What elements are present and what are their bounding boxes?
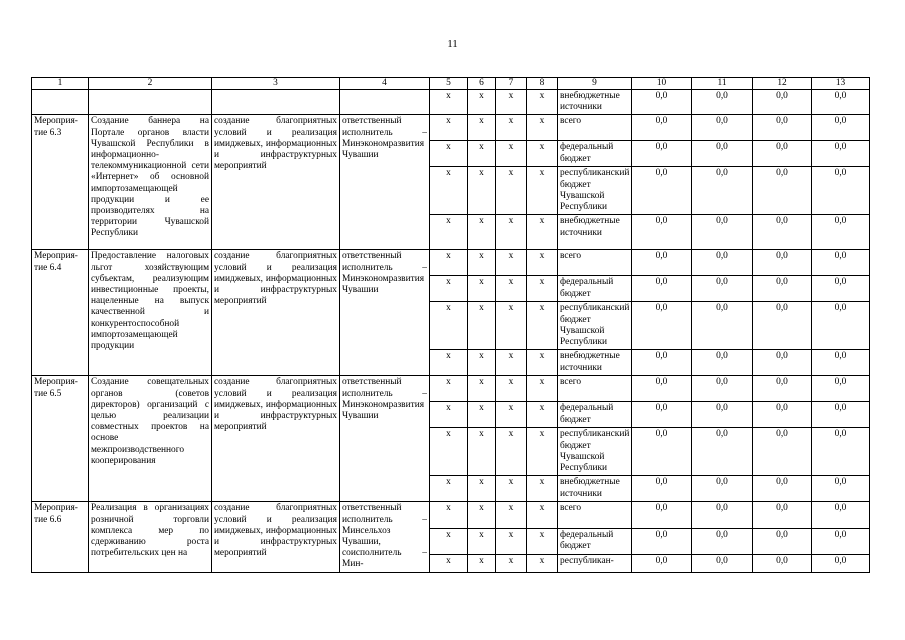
mark-cell: x (430, 428, 468, 476)
value-cell: 0,0 (812, 90, 870, 115)
mark-cell: x (527, 90, 558, 115)
mark-cell: x (468, 555, 496, 572)
funding-source: федеральный бюджет (558, 141, 632, 167)
mark-cell: x (527, 502, 558, 528)
event-title: Реализация в организациях розничной торговли комплекса мер по сдерживанию роста потребительских цен на (89, 502, 212, 572)
column-header: 13 (812, 78, 870, 90)
mark-cell: x (468, 376, 496, 402)
mark-cell: x (468, 90, 496, 115)
mark-cell: x (468, 167, 496, 215)
mark-cell: x (496, 555, 527, 572)
funding-source: внебюджетные источники (558, 215, 632, 250)
value-cell: 0,0 (692, 476, 753, 502)
mark-cell: x (527, 476, 558, 502)
value-cell: 0,0 (812, 555, 870, 572)
mark-cell: x (468, 350, 496, 376)
mark-cell: x (496, 215, 527, 250)
funding-source: федеральный бюджет (558, 528, 632, 554)
column-header: 7 (496, 78, 527, 90)
funding-source: республиканский бюджет Чувашской Республики (558, 428, 632, 476)
mark-cell: x (468, 141, 496, 167)
value-cell: 0,0 (812, 302, 870, 350)
value-cell: 0,0 (692, 276, 753, 302)
mark-cell: x (430, 141, 468, 167)
value-cell: 0,0 (632, 502, 692, 528)
mark-cell: x (527, 428, 558, 476)
value-cell: 0,0 (632, 555, 692, 572)
event-executor: ответственный исполнитель – Минсельхоз Чувашии, соисполнитель – Мин- (340, 502, 430, 572)
mark-cell: x (496, 90, 527, 115)
value-cell: 0,0 (692, 215, 753, 250)
mark-cell: x (496, 528, 527, 554)
value-cell: 0,0 (753, 141, 812, 167)
column-header: 2 (89, 78, 212, 90)
mark-cell: x (468, 402, 496, 428)
value-cell: 0,0 (812, 276, 870, 302)
column-header: 1 (32, 78, 89, 90)
mark-cell: x (496, 115, 527, 141)
mark-cell: x (527, 376, 558, 402)
column-header: 8 (527, 78, 558, 90)
event-code: Мероприя-тие 6.3 (32, 115, 89, 250)
funding-source: республиканский бюджет Чувашской Республики (558, 167, 632, 215)
column-header: 6 (468, 78, 496, 90)
funding-source: федеральный бюджет (558, 402, 632, 428)
event-code: Мероприя-тие 6.6 (32, 502, 89, 572)
value-cell: 0,0 (632, 250, 692, 276)
mark-cell: x (468, 302, 496, 350)
column-header: 11 (692, 78, 753, 90)
value-cell: 0,0 (812, 428, 870, 476)
event-title: Создание баннера на Портале органов власти Чувашской Республики в информационно-телекоммуникационной сети «Интернет» об основной импортозамещающей продукции и ее производителях на территории Чувашской Республики (89, 115, 212, 250)
value-cell: 0,0 (692, 302, 753, 350)
value-cell: 0,0 (692, 90, 753, 115)
mark-cell: x (430, 90, 468, 115)
mark-cell: x (430, 276, 468, 302)
mark-cell: x (430, 215, 468, 250)
value-cell: 0,0 (692, 167, 753, 215)
mark-cell: x (468, 502, 496, 528)
mark-cell: x (527, 167, 558, 215)
mark-cell: x (496, 402, 527, 428)
value-cell: 0,0 (753, 528, 812, 554)
value-cell: 0,0 (812, 528, 870, 554)
value-cell: 0,0 (812, 476, 870, 502)
mark-cell: x (468, 428, 496, 476)
funding-source: всего (558, 502, 632, 528)
event-goal: создание благоприятных условий и реализация имиджевых, информационных и инфраструктурных мероприятий (212, 376, 340, 502)
mark-cell: x (496, 376, 527, 402)
funding-source: всего (558, 250, 632, 276)
mark-cell: x (527, 215, 558, 250)
mark-cell: x (430, 376, 468, 402)
table-row (32, 376, 870, 402)
value-cell: 0,0 (753, 115, 812, 141)
value-cell: 0,0 (632, 141, 692, 167)
column-header: 3 (212, 78, 340, 90)
mark-cell: x (430, 250, 468, 276)
event-title: Создание совещательных органов (советов директоров) организаций с целью реализации совместных проектов на основе межпроизводственного кооперирования (89, 376, 212, 502)
value-cell: 0,0 (753, 250, 812, 276)
value-cell: 0,0 (692, 502, 753, 528)
event-executor: ответственный исполнитель – Минэкономразвития Чувашии (340, 250, 430, 376)
mark-cell: x (430, 302, 468, 350)
mark-cell: x (430, 402, 468, 428)
value-cell: 0,0 (632, 90, 692, 115)
value-cell: 0,0 (692, 350, 753, 376)
value-cell: 0,0 (812, 502, 870, 528)
mark-cell: x (430, 528, 468, 554)
value-cell: 0,0 (753, 402, 812, 428)
mark-cell: x (527, 141, 558, 167)
value-cell: 0,0 (753, 302, 812, 350)
value-cell: 0,0 (632, 276, 692, 302)
mark-cell: x (430, 555, 468, 572)
event-code: Мероприя-тие 6.4 (32, 250, 89, 376)
funding-source: республиканский бюджет Чувашской Республики (558, 302, 632, 350)
value-cell: 0,0 (692, 376, 753, 402)
funding-source: республикан- (558, 555, 632, 572)
value-cell: 0,0 (692, 528, 753, 554)
column-number-row (32, 78, 870, 90)
mark-cell: x (430, 502, 468, 528)
value-cell: 0,0 (812, 215, 870, 250)
value-cell: 0,0 (632, 376, 692, 402)
value-cell: 0,0 (753, 428, 812, 476)
table-row (32, 115, 870, 141)
program-events-table (31, 77, 870, 573)
value-cell: 0,0 (692, 555, 753, 572)
value-cell: 0,0 (812, 141, 870, 167)
value-cell: 0,0 (632, 428, 692, 476)
funding-source: всего (558, 115, 632, 141)
value-cell: 0,0 (812, 167, 870, 215)
value-cell: 0,0 (632, 402, 692, 428)
value-cell: 0,0 (753, 90, 812, 115)
mark-cell: x (468, 476, 496, 502)
column-header: 9 (558, 78, 632, 90)
mark-cell: x (527, 555, 558, 572)
table-row (32, 502, 870, 528)
mark-cell: x (496, 428, 527, 476)
event-executor: ответственный исполнитель – Минэкономразвития Чувашии (340, 115, 430, 250)
value-cell: 0,0 (632, 528, 692, 554)
mark-cell: x (430, 350, 468, 376)
value-cell: 0,0 (812, 376, 870, 402)
mark-cell: x (468, 250, 496, 276)
mark-cell: x (496, 502, 527, 528)
value-cell: 0,0 (692, 428, 753, 476)
column-header: 5 (430, 78, 468, 90)
mark-cell: x (468, 115, 496, 141)
event-goal: создание благоприятных условий и реализация имиджевых, информационных и инфраструктурных мероприятий (212, 250, 340, 376)
value-cell: 0,0 (753, 376, 812, 402)
event-title: Предоставление налоговых льгот хозяйствующим субъектам, реализующим инвестиционные проекты, нацеленные на выпуск качественной и конкурентоспособной импортозамещающей продукции (89, 250, 212, 376)
column-header: 12 (753, 78, 812, 90)
mark-cell: x (430, 167, 468, 215)
mark-cell: x (527, 350, 558, 376)
mark-cell: x (468, 276, 496, 302)
mark-cell: x (496, 167, 527, 215)
mark-cell: x (527, 250, 558, 276)
value-cell: 0,0 (812, 402, 870, 428)
mark-cell: x (527, 302, 558, 350)
mark-cell: x (496, 302, 527, 350)
mark-cell: x (496, 250, 527, 276)
event-code: Мероприя-тие 6.5 (32, 376, 89, 502)
event-goal: создание благоприятных условий и реализация имиджевых, информационных и инфраструктурных мероприятий (212, 115, 340, 250)
value-cell: 0,0 (632, 302, 692, 350)
value-cell: 0,0 (632, 215, 692, 250)
value-cell: 0,0 (692, 115, 753, 141)
page-number: 11 (447, 38, 458, 50)
value-cell: 0,0 (753, 476, 812, 502)
mark-cell: x (468, 215, 496, 250)
value-cell: 0,0 (632, 167, 692, 215)
event-goal: создание благоприятных условий и реализация имиджевых, информационных и инфраструктурных мероприятий (212, 502, 340, 572)
value-cell: 0,0 (692, 402, 753, 428)
funding-source: федеральный бюджет (558, 276, 632, 302)
mark-cell: x (496, 476, 527, 502)
mark-cell: x (527, 115, 558, 141)
mark-cell: x (496, 141, 527, 167)
value-cell: 0,0 (812, 350, 870, 376)
mark-cell: x (496, 350, 527, 376)
value-cell: 0,0 (632, 115, 692, 141)
table-row (32, 90, 870, 115)
value-cell: 0,0 (692, 250, 753, 276)
column-header: 4 (340, 78, 430, 90)
table-row (32, 250, 870, 276)
value-cell: 0,0 (753, 215, 812, 250)
mark-cell: x (527, 276, 558, 302)
value-cell: 0,0 (753, 276, 812, 302)
mark-cell: x (527, 528, 558, 554)
funding-source: всего (558, 376, 632, 402)
column-header: 10 (632, 78, 692, 90)
value-cell: 0,0 (753, 555, 812, 572)
value-cell: 0,0 (753, 167, 812, 215)
funding-source: внебюджетные источники (558, 476, 632, 502)
funding-source: внебюджетные источники (558, 350, 632, 376)
funding-source: внебюджетные источники (558, 90, 632, 115)
mark-cell: x (468, 528, 496, 554)
value-cell: 0,0 (692, 141, 753, 167)
value-cell: 0,0 (812, 115, 870, 141)
mark-cell: x (496, 276, 527, 302)
event-executor: ответственный исполнитель – Минэкономразвития Чувашии (340, 376, 430, 502)
mark-cell: x (430, 115, 468, 141)
value-cell: 0,0 (632, 350, 692, 376)
table-body (32, 78, 870, 573)
value-cell: 0,0 (753, 350, 812, 376)
mark-cell: x (527, 402, 558, 428)
value-cell: 0,0 (812, 250, 870, 276)
value-cell: 0,0 (753, 502, 812, 528)
value-cell: 0,0 (632, 476, 692, 502)
mark-cell: x (430, 476, 468, 502)
